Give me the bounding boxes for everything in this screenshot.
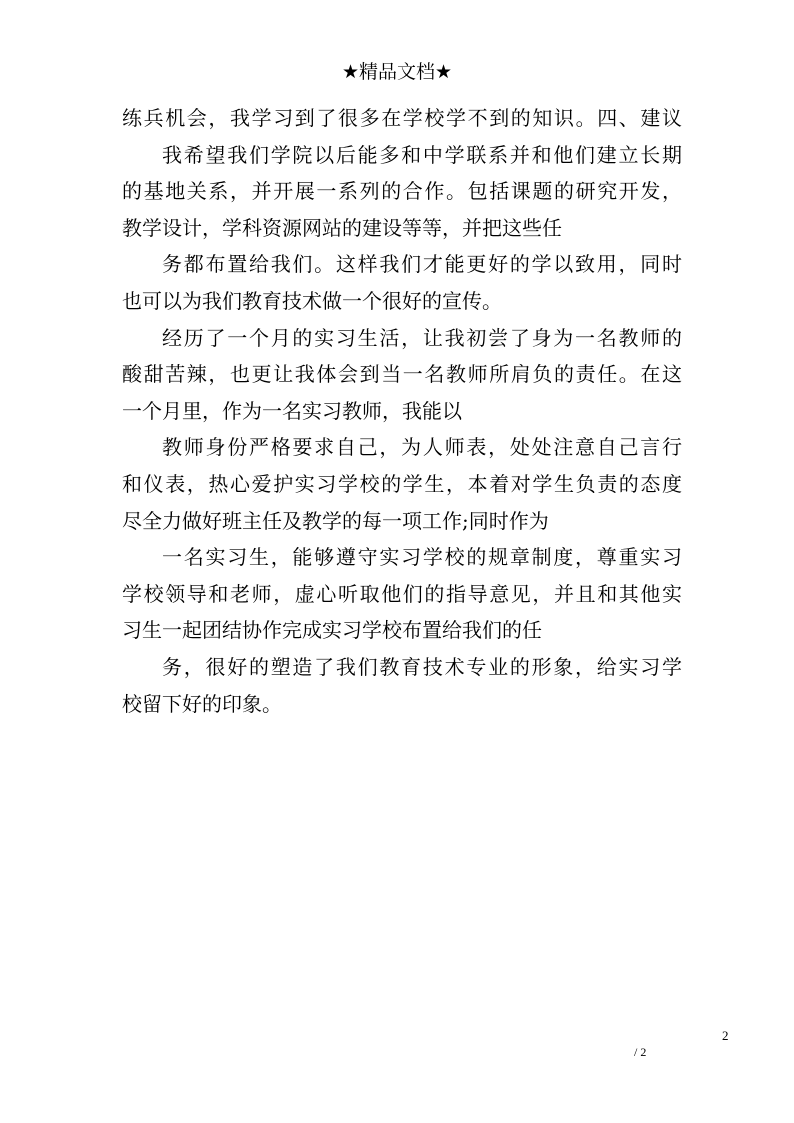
- body-line: 的基地关系，并开展一系列的合作。包括课题的研究开发，: [122, 179, 682, 204]
- document-body: [122, 100, 682, 722]
- body-line: 教学设计，学科资源网站的建设等等，并把这些任: [122, 215, 562, 240]
- body-line: 练兵机会，我学习到了很多在学校学不到的知识。四、建议: [122, 106, 682, 130]
- page-number: 2: [722, 1028, 729, 1043]
- document-header-title: ★精品文档★: [341, 61, 453, 83]
- body-line: 学校领导和老师，虚心听取他们的指导意见，并且和其他实: [122, 581, 682, 606]
- body-line: 一个月里，作为一名实习教师，我能以: [122, 398, 462, 423]
- page-total: / 2: [634, 1045, 647, 1059]
- body-line: 经历了一个月的实习生活，让我初尝了身为一名教师的: [162, 325, 682, 350]
- body-line: 教师身份严格要求自己，为人师表，处处注意自己言行: [162, 435, 682, 460]
- body-line: 尽全力做好班主任及教学的每一项工作;同时作为: [122, 508, 549, 533]
- body-line: 一名实习生，能够遵守实习学校的规章制度，尊重实习: [162, 545, 682, 570]
- body-line: 校留下好的印象。: [122, 691, 282, 716]
- body-line: 习生一起团结协作完成实习学校布置给我们的任: [122, 618, 542, 643]
- body-line: 务，很好的塑造了我们教育技术专业的形象，给实习学: [162, 654, 682, 679]
- body-line: 和仪表，热心爱护实习学校的学生，本着对学生负责的态度: [122, 471, 682, 496]
- body-line: 我希望我们学院以后能多和中学联系并和他们建立长期: [162, 142, 682, 167]
- body-line: 也可以为我们教育技术做一个很好的宣传。: [122, 288, 502, 313]
- body-line: 酸甜苦辣，也更让我体会到当一名教师所肩负的责任。在这: [122, 362, 682, 387]
- body-line: 务都布置给我们。这样我们才能更好的学以致用，同时: [162, 252, 682, 277]
